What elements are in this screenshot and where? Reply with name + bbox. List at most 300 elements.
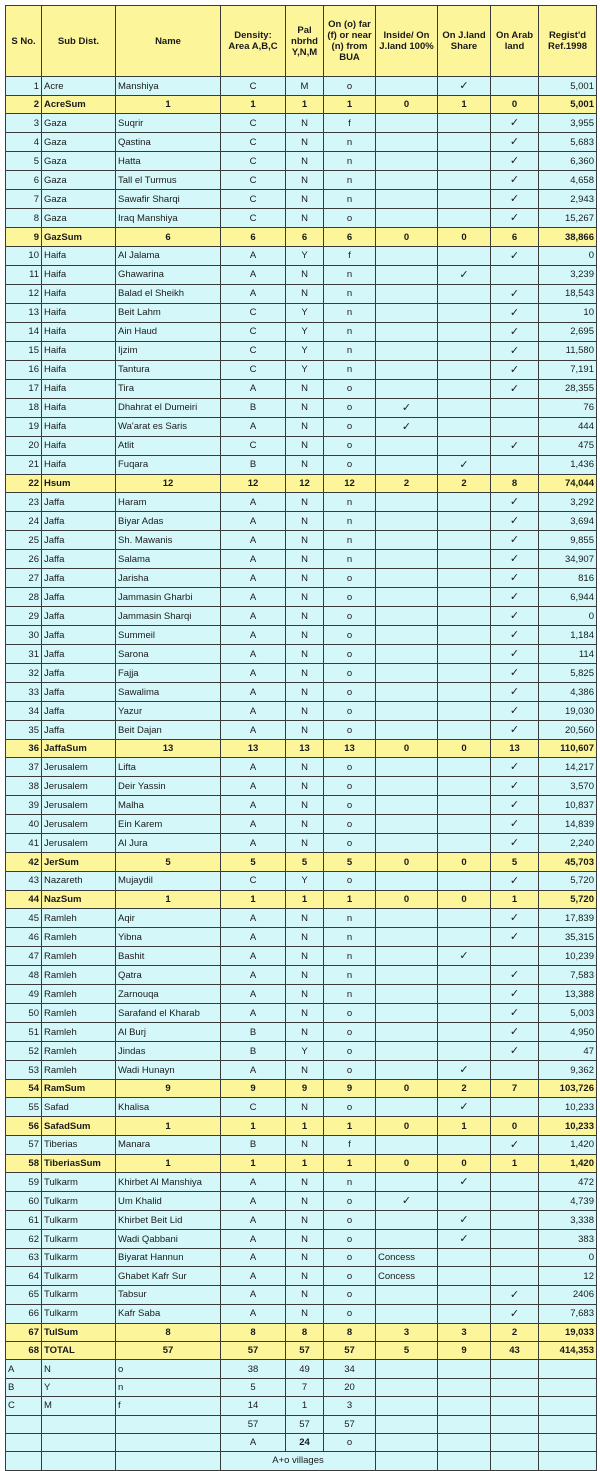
cell-sub-dist: Jaffa	[42, 550, 116, 569]
cell-sno: 32	[6, 664, 42, 683]
cell-pal: N	[286, 1004, 324, 1023]
cell-sub-dist: NazSum	[42, 890, 116, 908]
cell-share	[438, 645, 491, 664]
legend-pal-code	[42, 1415, 116, 1433]
cell-on: n	[324, 360, 376, 379]
empty-cell	[116, 1452, 221, 1470]
cell-inside	[376, 607, 438, 626]
cell-inside	[376, 664, 438, 683]
cell-name: Aqir	[116, 909, 221, 928]
cell-sub-dist: Tulkarm	[42, 1230, 116, 1249]
cell-arab	[491, 152, 539, 171]
cell-arab	[491, 171, 539, 190]
cell-inside: 0	[376, 96, 438, 114]
cell-pal: N	[286, 588, 324, 607]
cell-name: Biyar Adas	[116, 512, 221, 531]
cell-arab	[491, 284, 539, 303]
cell-on: n	[324, 909, 376, 928]
cell-arab	[491, 1249, 539, 1267]
checkmark-icon: ✓	[509, 381, 520, 395]
cell-registered: 5,720	[539, 871, 597, 890]
cell-registered: 2,695	[539, 322, 597, 341]
cell-share	[438, 246, 491, 265]
cell-on: 13	[324, 740, 376, 758]
cell-name: Wa'arat es Saris	[116, 417, 221, 436]
checkmark-icon: ✓	[509, 723, 520, 737]
cell-density: A	[221, 493, 286, 512]
cell-density: A	[221, 1004, 286, 1023]
empty-cell	[491, 1360, 539, 1378]
cell-inside	[376, 190, 438, 209]
cell-registered: 15,267	[539, 209, 597, 228]
cell-sub-dist: Hsum	[42, 474, 116, 492]
cell-sno: 66	[6, 1304, 42, 1323]
cell-arab	[491, 626, 539, 645]
cell-pal: N	[286, 455, 324, 474]
cell-registered: 38,866	[539, 228, 597, 246]
cell-share	[438, 209, 491, 228]
table-row	[6, 209, 597, 228]
table-row	[6, 417, 597, 436]
cell-on: o	[324, 1023, 376, 1042]
checkmark-icon: ✓	[509, 1306, 520, 1320]
cell-sub-dist: Jerusalem	[42, 758, 116, 777]
villages-note: A+o villages	[221, 1452, 376, 1470]
cell-name: Salama	[116, 550, 221, 569]
cell-density: C	[221, 322, 286, 341]
cell-sub-dist: Jaffa	[42, 702, 116, 721]
table-row	[6, 303, 597, 322]
cell-name: Iraq Manshiya	[116, 209, 221, 228]
cell-sub-dist: Haifa	[42, 303, 116, 322]
table-row	[6, 758, 597, 777]
cell-share	[438, 265, 491, 284]
cell-pal: N	[286, 152, 324, 171]
cell-inside	[376, 777, 438, 796]
cell-pal: N	[286, 569, 324, 588]
table-row	[6, 1230, 597, 1249]
cell-on: 9	[324, 1080, 376, 1098]
cell-on: n	[324, 341, 376, 360]
table-row	[6, 77, 597, 96]
cell-arab	[491, 947, 539, 966]
cell-pal: 6	[286, 228, 324, 246]
cell-share	[438, 1098, 491, 1117]
cell-registered: 3,338	[539, 1211, 597, 1230]
cell-sub-dist: Nazareth	[42, 871, 116, 890]
cell-registered: 2,240	[539, 834, 597, 853]
header-name: Name	[116, 6, 221, 77]
cell-registered: 14,839	[539, 815, 597, 834]
cell-arab	[491, 928, 539, 947]
cell-sno: 40	[6, 815, 42, 834]
cell-name: 8	[116, 1323, 221, 1341]
cell-inside	[376, 360, 438, 379]
cell-inside: 0	[376, 1117, 438, 1135]
cell-sno: 5	[6, 152, 42, 171]
cell-on: f	[324, 114, 376, 133]
header-row	[6, 6, 597, 77]
table-row	[6, 1267, 597, 1285]
cell-inside	[376, 985, 438, 1004]
table-row	[6, 550, 597, 569]
summary-row	[6, 890, 597, 908]
cell-name: 57	[116, 1342, 221, 1360]
checkmark-icon: ✓	[509, 135, 520, 149]
table-row	[6, 834, 597, 853]
cell-arab	[491, 569, 539, 588]
cell-pal: N	[286, 417, 324, 436]
cell-on: n	[324, 928, 376, 947]
cell-name: Wadi Hunayn	[116, 1061, 221, 1080]
cell-sno: 24	[6, 512, 42, 531]
cell-on: n	[324, 550, 376, 569]
table-row	[6, 588, 597, 607]
cell-inside: 0	[376, 853, 438, 871]
cell-sno: 64	[6, 1267, 42, 1285]
cell-inside	[376, 834, 438, 853]
cell-name: Manshiya	[116, 77, 221, 96]
cell-sno: 13	[6, 303, 42, 322]
header-arab-land: On Arab land	[491, 6, 539, 77]
cell-sub-dist: TulSum	[42, 1323, 116, 1341]
cell-name: Deir Yassin	[116, 777, 221, 796]
cell-pal: N	[286, 607, 324, 626]
cell-inside: 0	[376, 1154, 438, 1172]
cell-sub-dist: Gaza	[42, 171, 116, 190]
legend-bua-count: o	[324, 1433, 376, 1451]
cell-sno: 33	[6, 683, 42, 702]
cell-registered: 10,239	[539, 947, 597, 966]
cell-sno: 6	[6, 171, 42, 190]
cell-on: o	[324, 607, 376, 626]
cell-share	[438, 1192, 491, 1211]
cell-arab	[491, 1173, 539, 1192]
checkmark-icon: ✓	[509, 495, 520, 509]
cell-share: 2	[438, 474, 491, 492]
cell-sno: 62	[6, 1230, 42, 1249]
table-row	[6, 626, 597, 645]
cell-share	[438, 909, 491, 928]
cell-on: n	[324, 284, 376, 303]
cell-inside: 0	[376, 1080, 438, 1098]
cell-density: 13	[221, 740, 286, 758]
cell-sno: 49	[6, 985, 42, 1004]
cell-on: o	[324, 626, 376, 645]
cell-on: o	[324, 417, 376, 436]
cell-on: o	[324, 379, 376, 398]
cell-on: o	[324, 834, 376, 853]
checkmark-icon: ✓	[509, 704, 520, 718]
cell-density: A	[221, 702, 286, 721]
cell-pal: 57	[286, 1342, 324, 1360]
cell-sub-dist: Haifa	[42, 246, 116, 265]
cell-on: o	[324, 758, 376, 777]
cell-share	[438, 985, 491, 1004]
cell-share	[438, 379, 491, 398]
cell-inside	[376, 531, 438, 550]
cell-name: Suqrir	[116, 114, 221, 133]
cell-pal: N	[286, 493, 324, 512]
cell-pal: N	[286, 796, 324, 815]
cell-on: o	[324, 1061, 376, 1080]
checkmark-icon: ✓	[459, 457, 469, 471]
legend-density-code: B	[6, 1378, 42, 1396]
cell-pal: N	[286, 436, 324, 455]
cell-arab	[491, 114, 539, 133]
cell-pal: 9	[286, 1080, 324, 1098]
cell-arab: 6	[491, 228, 539, 246]
cell-on: o	[324, 1098, 376, 1117]
cell-registered: 11,580	[539, 341, 597, 360]
cell-inside	[376, 909, 438, 928]
cell-sub-dist: Tulkarm	[42, 1192, 116, 1211]
cell-registered: 3,239	[539, 265, 597, 284]
cell-arab	[491, 190, 539, 209]
cell-name: Tantura	[116, 360, 221, 379]
cell-arab	[491, 1004, 539, 1023]
cell-registered: 7,583	[539, 966, 597, 985]
cell-share	[438, 721, 491, 740]
cell-sno: 31	[6, 645, 42, 664]
cell-density: A	[221, 284, 286, 303]
cell-sno: 55	[6, 1098, 42, 1117]
cell-inside	[376, 114, 438, 133]
empty-cell	[42, 1452, 116, 1470]
cell-sno: 18	[6, 398, 42, 417]
cell-share	[438, 455, 491, 474]
cell-sno: 43	[6, 871, 42, 890]
cell-sno: 20	[6, 436, 42, 455]
cell-density: C	[221, 152, 286, 171]
cell-name: Lifta	[116, 758, 221, 777]
cell-name: Sawafir Sharqi	[116, 190, 221, 209]
checkmark-icon: ✓	[401, 419, 412, 433]
cell-name: 12	[116, 474, 221, 492]
checkmark-icon: ✓	[509, 760, 520, 774]
cell-density: A	[221, 607, 286, 626]
cell-sno: 34	[6, 702, 42, 721]
legend-pal-code: N	[42, 1360, 116, 1378]
header-pal-nbrhd: Pal nbrhd Y,N,M	[286, 6, 324, 77]
cell-inside: 0	[376, 740, 438, 758]
cell-name: Malha	[116, 796, 221, 815]
cell-name: Um Khalid	[116, 1192, 221, 1211]
cell-on: o	[324, 209, 376, 228]
cell-sno: 25	[6, 531, 42, 550]
cell-registered: 2,943	[539, 190, 597, 209]
cell-pal: N	[286, 398, 324, 417]
cell-on: o	[324, 664, 376, 683]
cell-sno: 23	[6, 493, 42, 512]
table-row	[6, 664, 597, 683]
cell-density: A	[221, 569, 286, 588]
checkmark-icon: ✓	[509, 685, 520, 699]
table-row	[6, 284, 597, 303]
checkmark-icon: ✓	[509, 930, 520, 944]
cell-sub-dist: Tulkarm	[42, 1173, 116, 1192]
cell-registered: 1,436	[539, 455, 597, 474]
cell-density: A	[221, 1211, 286, 1230]
checkmark-icon: ✓	[459, 267, 469, 281]
cell-share	[438, 1211, 491, 1230]
cell-inside: Concess	[376, 1249, 438, 1267]
cell-registered: 3,570	[539, 777, 597, 796]
cell-on: o	[324, 1004, 376, 1023]
cell-registered: 475	[539, 436, 597, 455]
cell-name: 13	[116, 740, 221, 758]
table-row	[6, 796, 597, 815]
cell-sno: 42	[6, 853, 42, 871]
cell-pal: N	[286, 1285, 324, 1304]
cell-registered: 4,658	[539, 171, 597, 190]
cell-share	[438, 815, 491, 834]
cell-sub-dist: Haifa	[42, 455, 116, 474]
table-row	[6, 1004, 597, 1023]
cell-on: o	[324, 796, 376, 815]
cell-name: Zarnouqa	[116, 985, 221, 1004]
cell-inside	[376, 1304, 438, 1323]
cell-share	[438, 284, 491, 303]
table-row	[6, 1173, 597, 1192]
cell-sno: 39	[6, 796, 42, 815]
cell-share	[438, 1061, 491, 1080]
cell-arab	[491, 1285, 539, 1304]
cell-arab	[491, 493, 539, 512]
cell-inside	[376, 626, 438, 645]
cell-share	[438, 1304, 491, 1323]
cell-inside: 2	[376, 474, 438, 492]
cell-arab: 0	[491, 1117, 539, 1135]
cell-sno: 30	[6, 626, 42, 645]
legend-bua-code: f	[116, 1397, 221, 1415]
cell-share	[438, 947, 491, 966]
header-density: Density: Area A,B,C	[221, 6, 286, 77]
cell-arab	[491, 721, 539, 740]
cell-pal: N	[286, 815, 324, 834]
cell-arab	[491, 246, 539, 265]
cell-registered: 7,191	[539, 360, 597, 379]
cell-pal: N	[286, 1098, 324, 1117]
cell-pal: 1	[286, 890, 324, 908]
cell-inside	[376, 152, 438, 171]
cell-density: C	[221, 133, 286, 152]
cell-registered: 74,044	[539, 474, 597, 492]
table-row	[6, 947, 597, 966]
cell-density: C	[221, 190, 286, 209]
cell-sno: 61	[6, 1211, 42, 1230]
legend-row	[6, 1360, 597, 1378]
cell-name: Kafr Saba	[116, 1304, 221, 1323]
cell-share	[438, 1173, 491, 1192]
empty-cell	[491, 1415, 539, 1433]
checkmark-icon: ✓	[459, 79, 469, 92]
cell-inside	[376, 436, 438, 455]
cell-name: Jammasin Gharbi	[116, 588, 221, 607]
cell-pal: 13	[286, 740, 324, 758]
cell-sno: 47	[6, 947, 42, 966]
cell-sub-dist: Gaza	[42, 209, 116, 228]
cell-pal: 5	[286, 853, 324, 871]
cell-inside	[376, 1061, 438, 1080]
cell-sub-dist: RamSum	[42, 1080, 116, 1098]
cell-density: A	[221, 777, 286, 796]
cell-sno: 10	[6, 246, 42, 265]
cell-name: Ghabet Kafr Sur	[116, 1267, 221, 1285]
cell-sub-dist: Jaffa	[42, 664, 116, 683]
checkmark-icon: ✓	[509, 116, 520, 130]
cell-sub-dist: Haifa	[42, 398, 116, 417]
cell-on: o	[324, 1230, 376, 1249]
cell-sno: 63	[6, 1249, 42, 1267]
cell-share	[438, 871, 491, 890]
cell-name: Khirbet Beit Lid	[116, 1211, 221, 1230]
cell-density: B	[221, 455, 286, 474]
legend-row	[6, 1397, 597, 1415]
cell-on: o	[324, 683, 376, 702]
cell-name: Balad el Sheikh	[116, 284, 221, 303]
table-row	[6, 455, 597, 474]
cell-sno: 38	[6, 777, 42, 796]
checkmark-icon: ✓	[459, 949, 469, 963]
cell-inside	[376, 398, 438, 417]
cell-pal: N	[286, 265, 324, 284]
cell-on: o	[324, 436, 376, 455]
cell-registered: 6,360	[539, 152, 597, 171]
cell-name: Tira	[116, 379, 221, 398]
cell-name: Dhahrat el Dumeiri	[116, 398, 221, 417]
cell-on: o	[324, 871, 376, 890]
cell-density: 12	[221, 474, 286, 492]
cell-on: o	[324, 398, 376, 417]
cell-on: 12	[324, 474, 376, 492]
summary-row	[6, 1342, 597, 1360]
empty-cell	[539, 1397, 597, 1415]
cell-density: A	[221, 1304, 286, 1323]
table-row	[6, 645, 597, 664]
cell-pal: N	[286, 1023, 324, 1042]
cell-density: A	[221, 834, 286, 853]
cell-share	[438, 171, 491, 190]
cell-sno: 44	[6, 890, 42, 908]
cell-arab: 5	[491, 853, 539, 871]
cell-share	[438, 702, 491, 721]
cell-on: 1	[324, 96, 376, 114]
cell-arab	[491, 909, 539, 928]
cell-name: Summeil	[116, 626, 221, 645]
cell-sub-dist: Haifa	[42, 379, 116, 398]
checkmark-icon: ✓	[509, 779, 520, 793]
cell-share	[438, 928, 491, 947]
checkmark-icon: ✓	[509, 173, 520, 187]
header-registered: Regist'd Ref.1998	[539, 6, 597, 77]
cell-on: 5	[324, 853, 376, 871]
empty-cell	[376, 1397, 438, 1415]
cell-sub-dist: JerSum	[42, 853, 116, 871]
cell-density: 5	[221, 853, 286, 871]
cell-sno: 22	[6, 474, 42, 492]
table-row	[6, 721, 597, 740]
cell-registered: 18,543	[539, 284, 597, 303]
cell-registered: 383	[539, 1230, 597, 1249]
cell-density: A	[221, 1285, 286, 1304]
cell-share	[438, 777, 491, 796]
cell-sub-dist: Jaffa	[42, 683, 116, 702]
cell-density: A	[221, 1267, 286, 1285]
cell-pal: N	[286, 664, 324, 683]
cell-inside	[376, 1192, 438, 1211]
empty-cell	[6, 1452, 42, 1470]
